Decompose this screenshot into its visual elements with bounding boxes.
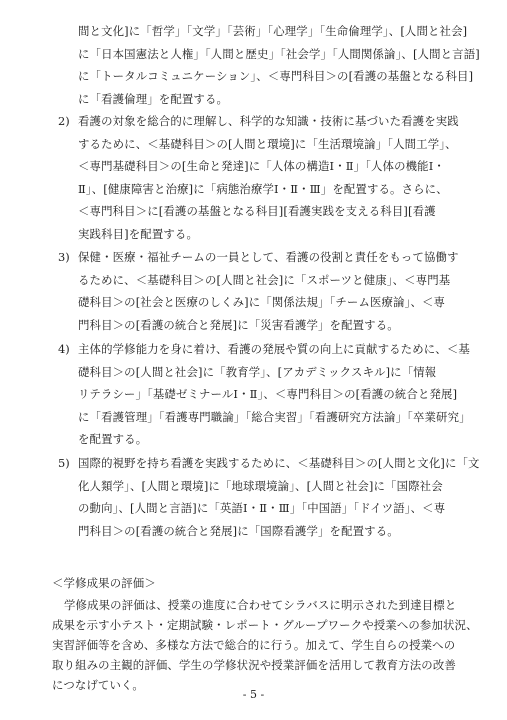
list-item-text-line: 実践科目]を配置する。 bbox=[78, 227, 199, 241]
list-item-text-line: 看護の対象を総合的に理解し、科学的な知識・技術に基づいた看護を実践 bbox=[78, 114, 459, 128]
page-number: - 5 - bbox=[242, 688, 265, 701]
list-item-text-line: Ⅱ」、[健康障害と治療]に「病態治療学Ⅰ・Ⅱ・Ⅲ」を配置する。さらに、 bbox=[78, 181, 448, 196]
section-heading: ＜学修成果の評価＞ bbox=[52, 576, 156, 590]
list-item-text-line: の動向」、[人間と言語]に「英語Ⅰ・Ⅱ・Ⅲ」「中国語」「ドイツ語」、＜専 bbox=[78, 501, 446, 516]
list-item-text-line: 国際的視野を持ち看護を実践するために、＜基礎科目＞の[人間と文化]に「文 bbox=[78, 456, 480, 470]
list-item-text-line: に「看護管理」「看護専門職論」「総合実習」「看護研究方法論」「卒業研究」 bbox=[78, 409, 471, 424]
list-item-text-line: 化人類学」、[人間と環境]に「地球環境論」、[人間と社会]に「国際社会 bbox=[78, 478, 443, 493]
list-item-text-line: に「トータルコミュニケーション」、＜専門科目＞の[看護の基盤となる科目] bbox=[78, 69, 474, 84]
list-item-text-line: るために、＜基礎科目＞の[人間と社会]に「スポーツと健康」、＜専門基 bbox=[78, 272, 451, 287]
list-item-text-line: 間と文化]に「哲学」「文学」「芸術」「心理学」「生命倫理学」、[人間と社会] bbox=[78, 24, 468, 38]
list-item-text-line: 主体的学修能力を身に着け、看護の発展や質の向上に貢献するために、＜基 bbox=[78, 342, 470, 356]
list-item-text-line: リテラシー」「基礎ゼミナールⅠ・Ⅱ」、＜専門科目＞の[看護の統合と発展] bbox=[78, 387, 458, 402]
paragraph-line: 学修成果の評価は、授業の進度に合わせてシラバスに明示された到達目標と bbox=[64, 598, 457, 612]
list-item-text-line: 礎科目＞の[社会と医療のしくみ]に「関係法規」「チーム医療論」、＜専 bbox=[78, 295, 446, 310]
paragraph-line: につなげていく。 bbox=[52, 678, 144, 692]
list-item-text-line: ＜専門基礎科目＞の[生命と発達]に「人体の構造Ⅰ・Ⅱ」「人体の機能Ⅰ・ bbox=[78, 159, 445, 174]
list-item-text-line: 門科目＞の[看護の統合と発展]に「国際看護学」を配置する。 bbox=[78, 523, 399, 538]
list-item-text-line: するために、＜基礎科目＞の[人間と環境]に「生活環境論」「人間工学」、 bbox=[78, 136, 457, 151]
list-item-text-line: に「看護倫理」を配置する。 bbox=[78, 91, 229, 106]
list-item-text-line: ＜専門科目＞に[看護の基盤となる科目][看護実践を支える科目][看護 bbox=[78, 204, 436, 219]
list-item-text-line: 門科目＞の[看護の統合と発展]に「災害看護学」を配置する。 bbox=[78, 317, 399, 332]
list-item-number: 5) bbox=[58, 456, 70, 470]
list-item-number: 3) bbox=[58, 250, 70, 264]
list-item-text-line: 保健・医療・福祉チームの一員として、看護の役割と責任をもって協働す bbox=[78, 250, 459, 264]
paragraph-line: 成果を示す小テスト・定期試験・レポート・グループワークや授業への参加状況、 bbox=[52, 618, 478, 632]
list-item-text-line: を配置する。 bbox=[78, 432, 148, 447]
list-item-text-line: に「日本国憲法と人権」「人間と歴史」「社会学」「人間関係論」、[人間と言語] bbox=[78, 46, 480, 61]
paragraph-line: 取り組みの主観的評価、学生の学修状況や授業評価を活用して教育方法の改善 bbox=[52, 658, 456, 672]
paragraph-line: 実習評価等を含め、多様な方法で総合的に行う。加えて、学生自らの授業への bbox=[52, 638, 456, 652]
list-item-number: 4) bbox=[58, 342, 70, 356]
list-item-text-line: 礎科目＞の[人間と社会]に「教育学」、[アカデミックスキル]に「情報 bbox=[78, 364, 437, 379]
list-item-number: 2) bbox=[58, 114, 70, 128]
